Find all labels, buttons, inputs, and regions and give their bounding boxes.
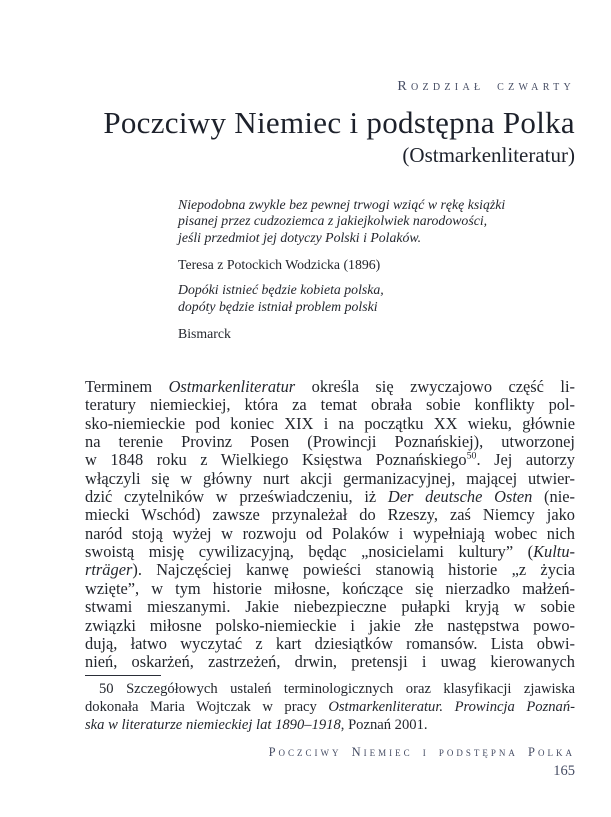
epigraph-quote-1 xyxy=(178,197,575,246)
text-line: dzić czytelników w przeświadczeniu, iż Der deutsche Osten (nie- xyxy=(85,487,575,507)
text-line: dopóty będzie istniał problem polski xyxy=(178,298,378,314)
page-title: Poczciwy Niemiec i podstępna Polka xyxy=(103,105,575,140)
text-line: związki miłosne polsko-niemieckie i jakie złe następstwa powo- xyxy=(85,615,575,635)
text-line: wzięte”, w tym historie miłosne, kończące się nierzadko małżeń- xyxy=(85,578,575,598)
text-line: Niepodobna zwykle bez pewnej trwogi wziąć w rękę książki xyxy=(178,197,506,212)
text-line: stwami mieszanymi. Jakie niebezpieczne pułapki kryją w sobie xyxy=(85,597,575,617)
text-line: pisanej przez cudzoziemca z jakiejkolwiek narodowości, xyxy=(178,213,488,229)
text-line: jeśli przedmiot jej dotyczy Polski i Polaków. xyxy=(178,229,422,245)
footnote xyxy=(85,680,575,735)
text-line: swoistą misję cywilizacyjną, będąc „nosicielami kultury” (Kultu- xyxy=(85,542,575,562)
text-line: teratury niemieckiej, która za temat obrała sobie konflikty pol- xyxy=(85,395,575,415)
text-line: Terminem Ostmarkenliteratur określa się zwyczajowo część li- xyxy=(85,377,575,397)
running-footer: Poczciwy Niemiec i podstępna Polka xyxy=(268,745,575,760)
epigraph-attribution-2: Bismarck xyxy=(178,326,231,342)
epigraph-block xyxy=(178,197,575,342)
text-line: nień, oskarżeń, zastrzeżeń, drwin, pretensji i uwag kierowanych xyxy=(85,652,575,672)
text-line: dokonała Maria Wojtczak w pracy Ostmarkenliteratur. Prowincja Poznań- xyxy=(85,698,575,715)
chapter-label: Rozdział czwarty xyxy=(397,79,575,94)
text-line: rträger). Najczęściej kanwę powieści stanowią historie „z życia xyxy=(85,560,575,580)
text-line: w 1848 roku z Wielkiego Księstwa Poznańskiego$^{50}$. Jej autorzy xyxy=(85,450,575,470)
epigraph-attribution-1: Teresa z Potockich Wodzicka (1896) xyxy=(178,257,381,273)
text-line: 50 Szczegółowych ustaleń terminologicznych oraz klasyfikacji zjawiska xyxy=(99,680,575,697)
text-line: naród stoją wyżej w rozwoju od Polaków i wypełniają wobec nich xyxy=(85,523,575,543)
page-number: 165 xyxy=(553,763,575,780)
body-paragraph xyxy=(85,378,575,672)
text-line: miecki Wschód) zawsze przynależał do Rzeszy, zaś Niemcy jako xyxy=(85,505,575,525)
text-line: Dopóki istnieć będzie kobieta polska, xyxy=(178,282,384,298)
footnote-separator xyxy=(85,675,161,676)
text-line: sko-niemieckie pod koniec XIX i na początku XX wieku, głównie xyxy=(85,413,575,433)
text-line: włączyli się w główny nurt akcji germanizacyjnej, mającej utwier- xyxy=(85,468,575,488)
text-line: dują, łatwo wyczytać z kart dziesiątków romansów. Lista obwi- xyxy=(85,633,575,653)
epigraph-quote-2 xyxy=(178,282,575,315)
page-subtitle: (Ostmarkenliteratur) xyxy=(402,143,575,167)
text-line: na terenie Provinz Posen (Prowincji Poznańskiej), utworzonej xyxy=(85,432,575,452)
text-line: ska w literaturze niemieckiej lat 1890–1918, Poznań 2001. xyxy=(85,716,428,733)
